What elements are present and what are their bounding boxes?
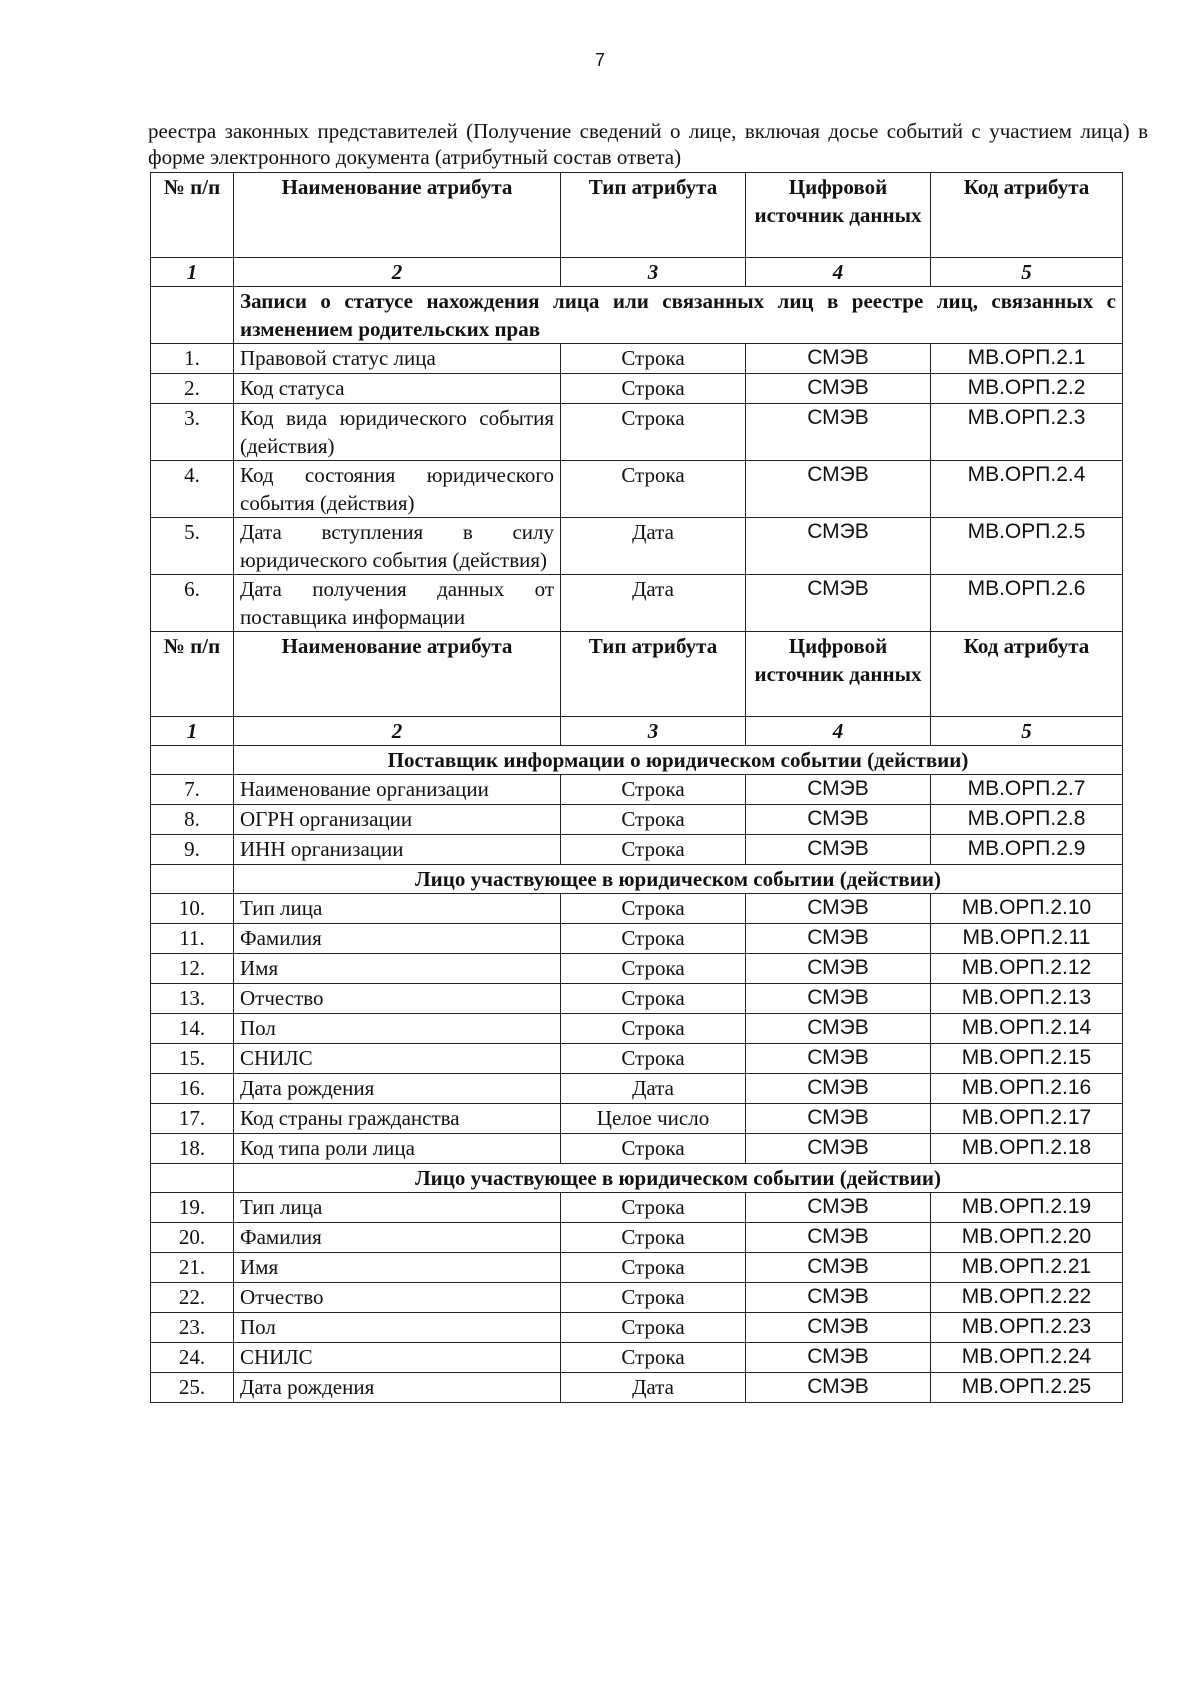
attribute-code: МВ.ОРП.2.4 [931, 461, 1123, 518]
attribute-name: Дата рождения [234, 1373, 561, 1403]
section-row [151, 1164, 1123, 1193]
row-number: 6. [151, 575, 234, 632]
row-number: 8. [151, 805, 234, 835]
data-source: СМЭВ [746, 344, 931, 374]
table-row [151, 374, 1123, 404]
row-number: 4. [151, 461, 234, 518]
attribute-code: МВ.ОРП.2.21 [931, 1253, 1123, 1283]
attribute-type: Строка [561, 1253, 746, 1283]
attribute-name: Правовой статус лица [234, 344, 561, 374]
attribute-code: МВ.ОРП.2.12 [931, 954, 1123, 984]
row-number: 5. [151, 518, 234, 575]
data-source: СМЭВ [746, 461, 931, 518]
data-source: СМЭВ [746, 924, 931, 954]
table-row [151, 1193, 1123, 1223]
table-row [151, 984, 1123, 1014]
header-code: Код атрибута [931, 173, 1123, 258]
attribute-code: МВ.ОРП.2.17 [931, 1104, 1123, 1134]
section-row [151, 287, 1123, 344]
data-source: СМЭВ [746, 1223, 931, 1253]
section-row [151, 746, 1123, 775]
attribute-name: Код страны гражданства [234, 1104, 561, 1134]
column-numbers-row [151, 717, 1123, 746]
attribute-name: Дата получения данных от поставщика информации [234, 575, 561, 632]
row-number: 25. [151, 1373, 234, 1403]
attribute-type: Строка [561, 1193, 746, 1223]
attribute-name: Отчество [234, 1283, 561, 1313]
row-number: 24. [151, 1343, 234, 1373]
data-source: СМЭВ [746, 374, 931, 404]
table-row [151, 404, 1123, 461]
column-number: 5 [931, 717, 1123, 746]
header-code: Код атрибута [931, 632, 1123, 717]
attribute-name: Имя [234, 1253, 561, 1283]
attribute-code: МВ.ОРП.2.24 [931, 1343, 1123, 1373]
row-number: 10. [151, 894, 234, 924]
attribute-code: МВ.ОРП.2.11 [931, 924, 1123, 954]
attribute-name: Наименование организации [234, 775, 561, 805]
page-number: 7 [594, 50, 605, 70]
table-row [151, 518, 1123, 575]
attribute-type: Строка [561, 775, 746, 805]
table-row [151, 1104, 1123, 1134]
section-spacer [151, 287, 234, 344]
data-source: СМЭВ [746, 1343, 931, 1373]
attribute-name: Тип лица [234, 1193, 561, 1223]
column-numbers-row [151, 258, 1123, 287]
data-source: СМЭВ [746, 1074, 931, 1104]
attribute-code: МВ.ОРП.2.18 [931, 1134, 1123, 1164]
column-number: 5 [931, 258, 1123, 287]
table-row [151, 1253, 1123, 1283]
section-spacer [151, 746, 234, 775]
row-number: 11. [151, 924, 234, 954]
section-spacer [151, 865, 234, 894]
attribute-name: Код вида юридического события (действия) [234, 404, 561, 461]
attribute-type: Строка [561, 924, 746, 954]
data-source: СМЭВ [746, 805, 931, 835]
table-header-row [151, 173, 1123, 258]
table-row [151, 775, 1123, 805]
attribute-name: СНИЛС [234, 1343, 561, 1373]
table-row [151, 835, 1123, 865]
attribute-type: Целое число [561, 1104, 746, 1134]
header-num: № п/п [151, 632, 234, 717]
attribute-type: Строка [561, 1134, 746, 1164]
attribute-type: Строка [561, 894, 746, 924]
table-row [151, 344, 1123, 374]
section-title: Лицо участвующее в юридическом событии (действии) [234, 1164, 1123, 1193]
row-number: 9. [151, 835, 234, 865]
table-row [151, 1283, 1123, 1313]
table-row [151, 954, 1123, 984]
attribute-type: Строка [561, 1223, 746, 1253]
attribute-code: МВ.ОРП.2.7 [931, 775, 1123, 805]
row-number: 1. [151, 344, 234, 374]
column-number: 1 [151, 258, 234, 287]
attribute-name: ИНН организации [234, 835, 561, 865]
attribute-code: МВ.ОРП.2.22 [931, 1283, 1123, 1313]
attribute-name: Отчество [234, 984, 561, 1014]
row-number: 7. [151, 775, 234, 805]
column-number: 3 [561, 258, 746, 287]
attribute-code: МВ.ОРП.2.15 [931, 1044, 1123, 1074]
row-number: 21. [151, 1253, 234, 1283]
attribute-code: МВ.ОРП.2.20 [931, 1223, 1123, 1253]
attribute-name: ОГРН организации [234, 805, 561, 835]
attribute-code: МВ.ОРП.2.5 [931, 518, 1123, 575]
attribute-name: Фамилия [234, 1223, 561, 1253]
attribute-type: Дата [561, 1074, 746, 1104]
header-name: Наименование атрибута [234, 173, 561, 258]
table-row [151, 1313, 1123, 1343]
data-source: СМЭВ [746, 1193, 931, 1223]
table-row [151, 1074, 1123, 1104]
section-title: Поставщик информации о юридическом событии (действии) [234, 746, 1123, 775]
attribute-name: Фамилия [234, 924, 561, 954]
data-source: СМЭВ [746, 404, 931, 461]
column-number: 2 [234, 717, 561, 746]
header-num: № п/п [151, 173, 234, 258]
row-number: 3. [151, 404, 234, 461]
data-source: СМЭВ [746, 1134, 931, 1164]
column-number: 3 [561, 717, 746, 746]
row-number: 17. [151, 1104, 234, 1134]
attribute-name: Пол [234, 1313, 561, 1343]
table-row [151, 1223, 1123, 1253]
attribute-code: МВ.ОРП.2.23 [931, 1313, 1123, 1343]
row-number: 13. [151, 984, 234, 1014]
attribute-type: Строка [561, 1313, 746, 1343]
attribute-type: Строка [561, 461, 746, 518]
header-type: Тип атрибута [561, 173, 746, 258]
attribute-code: МВ.ОРП.2.25 [931, 1373, 1123, 1403]
data-source: СМЭВ [746, 1253, 931, 1283]
table-row [151, 1014, 1123, 1044]
attribute-code: МВ.ОРП.2.14 [931, 1014, 1123, 1044]
data-source: СМЭВ [746, 984, 931, 1014]
attribute-code: МВ.ОРП.2.16 [931, 1074, 1123, 1104]
data-source: СМЭВ [746, 1283, 931, 1313]
attribute-name: Код статуса [234, 374, 561, 404]
data-source: СМЭВ [746, 1373, 931, 1403]
table-row [151, 894, 1123, 924]
attribute-code: МВ.ОРП.2.9 [931, 835, 1123, 865]
section-spacer [151, 1164, 234, 1193]
table-row [151, 924, 1123, 954]
header-source: Цифровой источник данных [746, 632, 931, 717]
table-row [151, 1134, 1123, 1164]
data-source: СМЭВ [746, 1044, 931, 1074]
data-source: СМЭВ [746, 1104, 931, 1134]
row-number: 15. [151, 1044, 234, 1074]
attribute-type: Дата [561, 518, 746, 575]
attribute-code: МВ.ОРП.2.19 [931, 1193, 1123, 1223]
row-number: 14. [151, 1014, 234, 1044]
column-number: 1 [151, 717, 234, 746]
attribute-type: Строка [561, 835, 746, 865]
section-row [151, 865, 1123, 894]
attribute-type: Строка [561, 344, 746, 374]
data-source: СМЭВ [746, 835, 931, 865]
data-source: СМЭВ [746, 894, 931, 924]
attribute-name: Пол [234, 1014, 561, 1044]
data-source: СМЭВ [746, 518, 931, 575]
attribute-code: МВ.ОРП.2.2 [931, 374, 1123, 404]
attribute-code: МВ.ОРП.2.6 [931, 575, 1123, 632]
attribute-code: МВ.ОРП.2.13 [931, 984, 1123, 1014]
attribute-type: Дата [561, 575, 746, 632]
column-number: 4 [746, 258, 931, 287]
attribute-type: Строка [561, 954, 746, 984]
header-name: Наименование атрибута [234, 632, 561, 717]
attribute-type: Строка [561, 1343, 746, 1373]
table-row [151, 1343, 1123, 1373]
table-header-row [151, 632, 1123, 717]
table-row [151, 1044, 1123, 1074]
row-number: 23. [151, 1313, 234, 1343]
attribute-type: Строка [561, 404, 746, 461]
attribute-name: СНИЛС [234, 1044, 561, 1074]
attribute-type: Строка [561, 805, 746, 835]
row-number: 2. [151, 374, 234, 404]
attribute-type: Строка [561, 1283, 746, 1313]
row-number: 20. [151, 1223, 234, 1253]
attribute-name: Дата рождения [234, 1074, 561, 1104]
data-source: СМЭВ [746, 954, 931, 984]
table-row [151, 1373, 1123, 1403]
attribute-name: Код состояния юридического события (действия) [234, 461, 561, 518]
attribute-name: Тип лица [234, 894, 561, 924]
attribute-code: МВ.ОРП.2.8 [931, 805, 1123, 835]
attribute-type: Строка [561, 374, 746, 404]
row-number: 18. [151, 1134, 234, 1164]
table-row [151, 461, 1123, 518]
attribute-type: Дата [561, 1373, 746, 1403]
column-number: 4 [746, 717, 931, 746]
table-row [151, 575, 1123, 632]
attribute-name: Код типа роли лица [234, 1134, 561, 1164]
header-source: Цифровой источник данных [746, 173, 931, 258]
data-source: СМЭВ [746, 1014, 931, 1044]
attribute-code: МВ.ОРП.2.10 [931, 894, 1123, 924]
section-title: Записи о статусе нахождения лица или связанных лиц в реестре лиц, связанных с изменением родительских прав [234, 287, 1123, 344]
attribute-code: МВ.ОРП.2.1 [931, 344, 1123, 374]
attribute-type: Строка [561, 984, 746, 1014]
attribute-code: МВ.ОРП.2.3 [931, 404, 1123, 461]
intro-text: реестра законных представителей (Получение сведений о лице, включая досье событий с участием лица) в форме электронного документа (атрибутный состав ответа) [148, 119, 1148, 169]
section-title: Лицо участвующее в юридическом событии (действии) [234, 865, 1123, 894]
attribute-type: Строка [561, 1014, 746, 1044]
attribute-name: Дата вступления в силу юридического события (действия) [234, 518, 561, 575]
table-row [151, 805, 1123, 835]
attribute-name: Имя [234, 954, 561, 984]
row-number: 19. [151, 1193, 234, 1223]
row-number: 16. [151, 1074, 234, 1104]
header-type: Тип атрибута [561, 632, 746, 717]
column-number: 2 [234, 258, 561, 287]
data-source: СМЭВ [746, 575, 931, 632]
attribute-type: Строка [561, 1044, 746, 1074]
data-source: СМЭВ [746, 1313, 931, 1343]
data-source: СМЭВ [746, 775, 931, 805]
row-number: 12. [151, 954, 234, 984]
row-number: 22. [151, 1283, 234, 1313]
attributes-table [150, 172, 1123, 1403]
